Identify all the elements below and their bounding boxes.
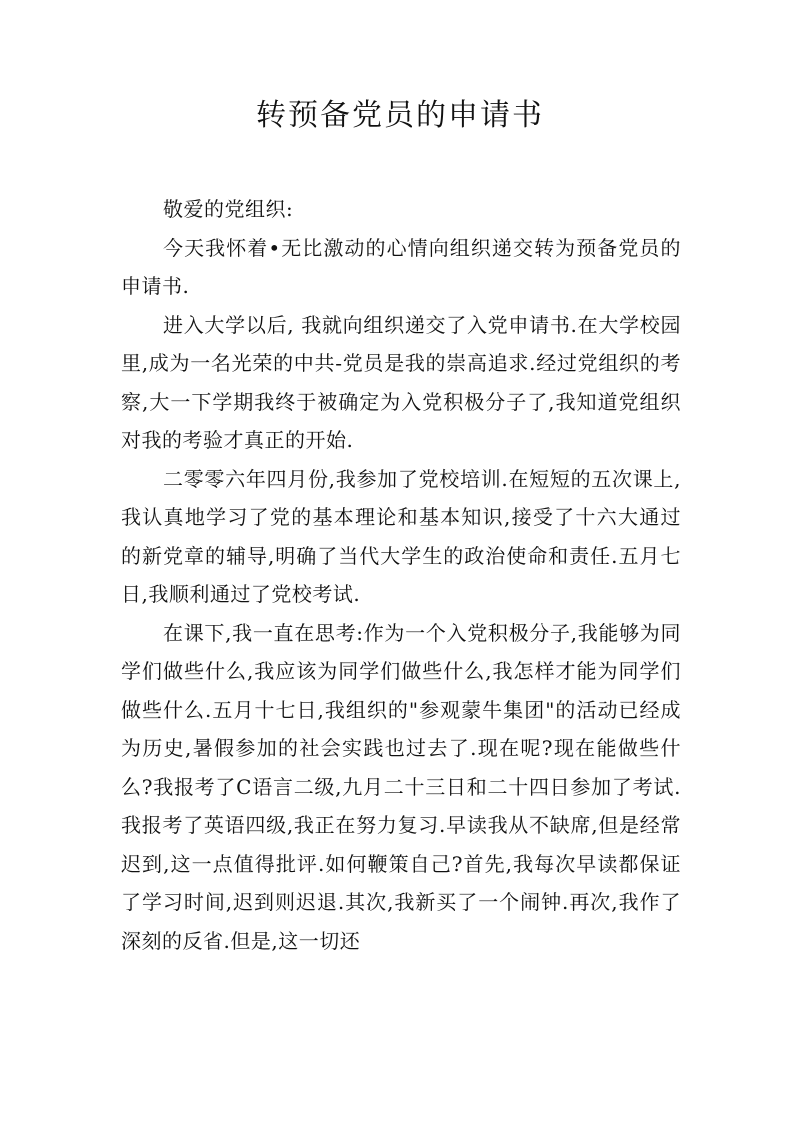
paragraph-4: 在课下,我一直在思考:作为一个入党积极分子,我能够为同学们做些什么,我应该为同学们做些什么,我怎样才能为同学们做些什么.五月十七日,我组织的"参观蒙牛集团"的活动已经成为历史,暑假参加的社会实践也过去了.现在呢?现在能做些什么?我报考了C语言二级,九月二十三日和二十四日参加了考试.我报考了英语四级,我正在努力复习.早读我从不缺席,但是经常迟到,这一点值得批评.如何鞭策自己?首先,我每次早读都保证了学习时间,迟到则迟退.其次,我新买了一个闹钟.再次,我作了深刻的反省.但是,这一切还 xyxy=(121,620,681,953)
paragraph-2: 进入大学以后, 我就向组织递交了入党申请书.在大学校园里,成为一名光荣的中共-党员是我的崇高追求.经过党组织的考察,大一下学期我终于被确定为入党积极分子了,我知道党组织对我的考验才真正的开始. xyxy=(121,312,681,452)
paragraph-3: 二零零六年四月份,我参加了党校培训.在短短的五次课上,我认真地学习了党的基本理论和基本知识,接受了十六大通过的新党章的辅导,明确了当代大学生的政治使命和责任.五月七日,我顺利通过了党校考试. xyxy=(121,466,681,606)
greeting-line: 敬爱的党组织: xyxy=(163,197,294,221)
document-title: 转预备党员的申请书 xyxy=(256,98,544,133)
document-body xyxy=(121,190,681,960)
paragraph-1: 今天我怀着•无比激动的心情向组织递交转为预备党员的申请书. xyxy=(121,235,681,298)
